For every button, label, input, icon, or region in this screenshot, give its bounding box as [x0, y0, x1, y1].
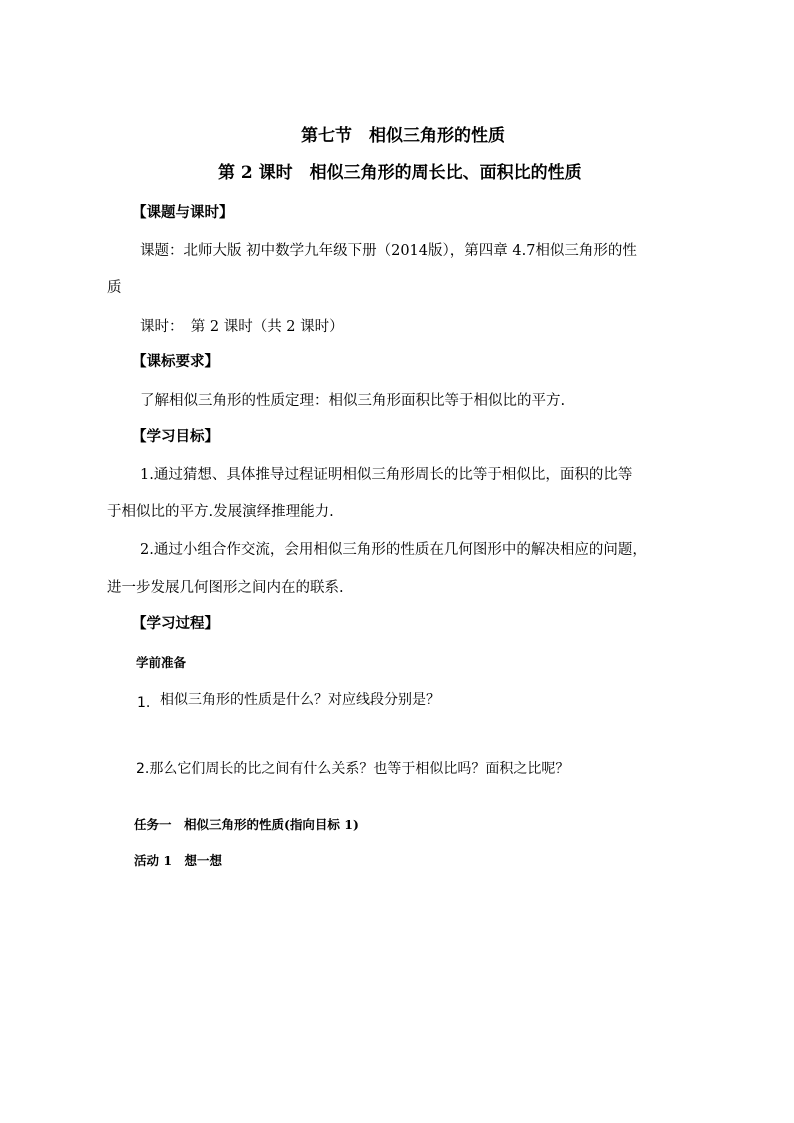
prep-question-2: 2.那么它们周长的比之间有什么关系？也等于相似比吗？面积之比呢？ — [136, 761, 570, 777]
objective-2-line-1: 2.通过小组合作交流，会用相似三角形的性质在几何图形中的解决相应的问题， — [140, 542, 647, 558]
lesson-title: 第 2 课时 相似三角形的周长比、面积比的性质 — [218, 163, 582, 183]
objective-2-line-2: 进一步发展几何图形之间内在的联系. — [107, 580, 344, 596]
topic-header: 【课题与课时】 — [132, 204, 234, 221]
standard-header: 【课标要求】 — [132, 353, 219, 370]
prep-question-1-number: 1. — [137, 695, 151, 711]
objectives-header: 【学习目标】 — [132, 428, 219, 445]
objective-1-line-2: 于相似比的平方.发展演绎推理能力. — [107, 504, 334, 520]
activity-1-title: 活动 1 想一想 — [134, 853, 223, 868]
period-line: 课时： 第 2 课时（共 2 课时） — [140, 319, 344, 335]
topic-line-2: 质 — [107, 280, 122, 296]
standard-text: 了解相似三角形的性质定理：相似三角形面积比等于相似比的平方. — [140, 393, 566, 409]
topic-line-1: 课题：北师大版 初中数学九年级下册（2014版），第四章 4.7相似三角形的性 — [140, 243, 637, 259]
process-header: 【学习过程】 — [132, 615, 219, 632]
section-title: 第七节 相似三角形的性质 — [301, 126, 505, 146]
objective-1-line-1: 1.通过猜想、具体推导过程证明相似三角形周长的比等于相似比，面积的比等 — [140, 467, 633, 483]
prep-question-1-text: 相似三角形的性质是什么？对应线段分别是？ — [160, 692, 440, 708]
prep-header: 学前准备 — [136, 655, 187, 670]
task-1-title: 任务一 相似三角形的性质(指向目标 1) — [134, 817, 359, 832]
